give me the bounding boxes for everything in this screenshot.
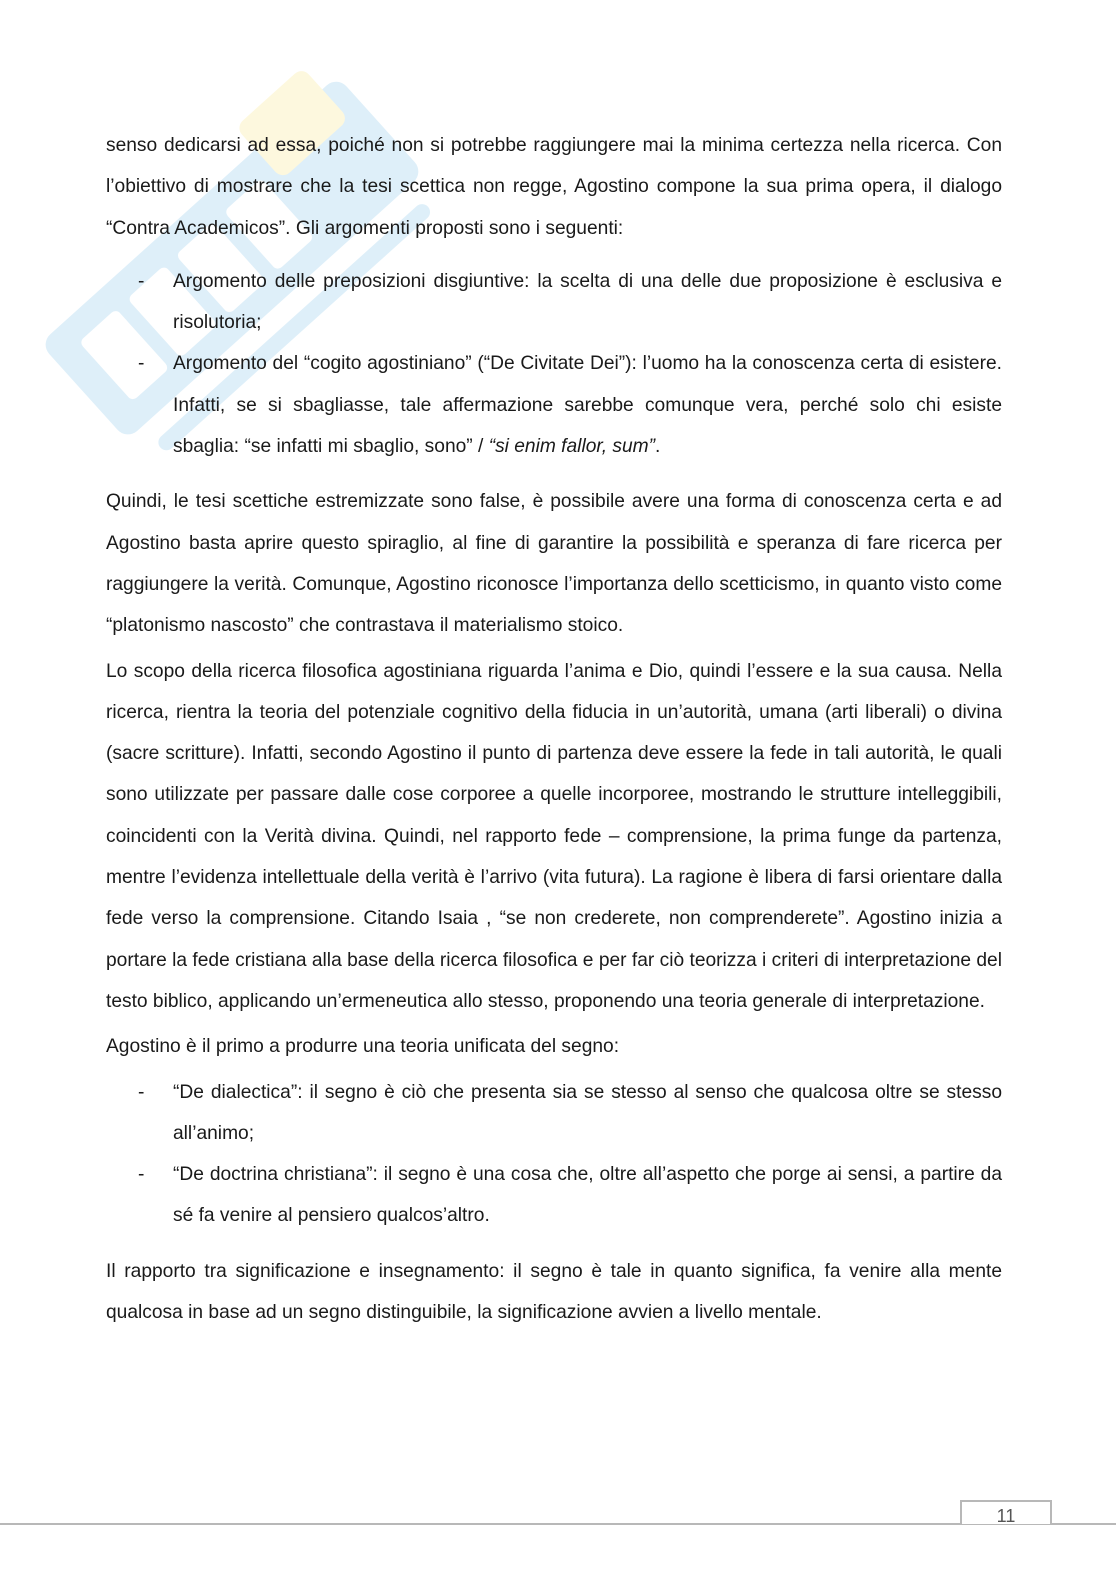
- page-number: 11: [996, 1506, 1016, 1526]
- document-body: [106, 125, 1002, 1333]
- list-bullet: -: [138, 1164, 145, 1186]
- argument-list: [106, 261, 1002, 467]
- list-bullet: -: [138, 270, 145, 292]
- footer-rule: [0, 1523, 1116, 1525]
- list-item-text: “De dialectica”: il segno è ciò che presenta sia se stesso al senso che qualcosa oltre se stesso all’animo;: [173, 1081, 1002, 1144]
- list-bullet: -: [138, 1081, 145, 1103]
- paragraph: Il rapporto tra significazione e insegnamento: il segno è tale in quanto significa, fa venire alla mente qualcosa in base ad un segno distinguibile, la significazione avvien a livello mentale.: [106, 1260, 1002, 1324]
- list-item: [106, 1154, 1002, 1237]
- list-bullet: -: [138, 353, 145, 375]
- paragraph: Agostino è il primo a produrre una teoria unificata del segno:: [106, 1036, 620, 1058]
- sign-theory-list: [106, 1072, 1002, 1237]
- list-item: [106, 343, 1002, 467]
- list-item-text: Argomento delle preposizioni disgiuntive: la scelta di una delle due proposizione è esclusiva e risolutoria;: [173, 270, 1002, 334]
- paragraph: Quindi, le tesi scettiche estremizzate sono false, è possibile avere una forma di conoscenza certa e ad Agostino basta aprire questo spiraglio, al fine di garantire la possibilità e speranza di fare ricerca per raggiungere la verità. Comunque, Agostino riconosce l’importanza dello scetticismo, in quanto visto come “platonismo nascosto” che contrastava il materialismo stoico.: [106, 491, 1002, 637]
- list-item-text: “De doctrina christiana”: il segno è una cosa che, oltre all’aspetto che porge ai sensi, a partire da sé fa venire al pensiero qualcos’altro.: [173, 1164, 1002, 1227]
- latin-quote: “si enim fallor, sum”: [488, 436, 656, 458]
- list-item-end: .: [655, 436, 661, 458]
- paragraph: Lo scopo della ricerca filosofica agostiniana riguarda l’anima e Dio, quindi l’essere e la sua causa. Nella ricerca, rientra la teoria del potenziale cognitivo della fiducia in un’autorità, umana (arti liberali) o divina (sacre scritture). Infatti, secondo Agostino il punto di partenza deve essere la fede in tali autorità, le quali sono utilizzate per passare dalle cose corporee a quelle incorporee, mostrando le strutture intelleggibili, coincidenti con la Verità divina. Quindi, nel rapporto fede – comprensione, la prima funge da partenza, mentre l’evidenza intellettuale della verità è l’arrivo (vita futura). La ragione è libera di farsi orientare dalla fede verso la comprensione. Citando Isaia , “se non crederete, non comprenderete”. Agostino inizia a portare la fede cristiana alla base della ricerca filosofica e per far ciò teorizza i criteri di interpretazione del testo biblico, applicando un’ermeneutica allo stesso, proponendo una teoria generale di interpretazione.: [106, 660, 1002, 1012]
- list-item: [106, 261, 1002, 344]
- list-item: [106, 1072, 1002, 1155]
- paragraph: senso dedicarsi ad essa, poiché non si potrebbe raggiungere mai la minima certezza nella ricerca. Con l’obiettivo di mostrare che la tesi scettica non regge, Agostino compone la sua prima opera, il dialogo “Contra Academicos”. Gli argomenti proposti sono i seguenti:: [106, 135, 1002, 239]
- list-item-text: Argomento del “cogito agostiniano” (“De Civitate Dei”): l’uomo ha la conoscenza certa di esistere. Infatti, se si sbagliasse, tale affermazione sarebbe comunque vera, perché solo chi esiste sbaglia: “se infatti mi sbaglio, sono” /: [173, 353, 1002, 458]
